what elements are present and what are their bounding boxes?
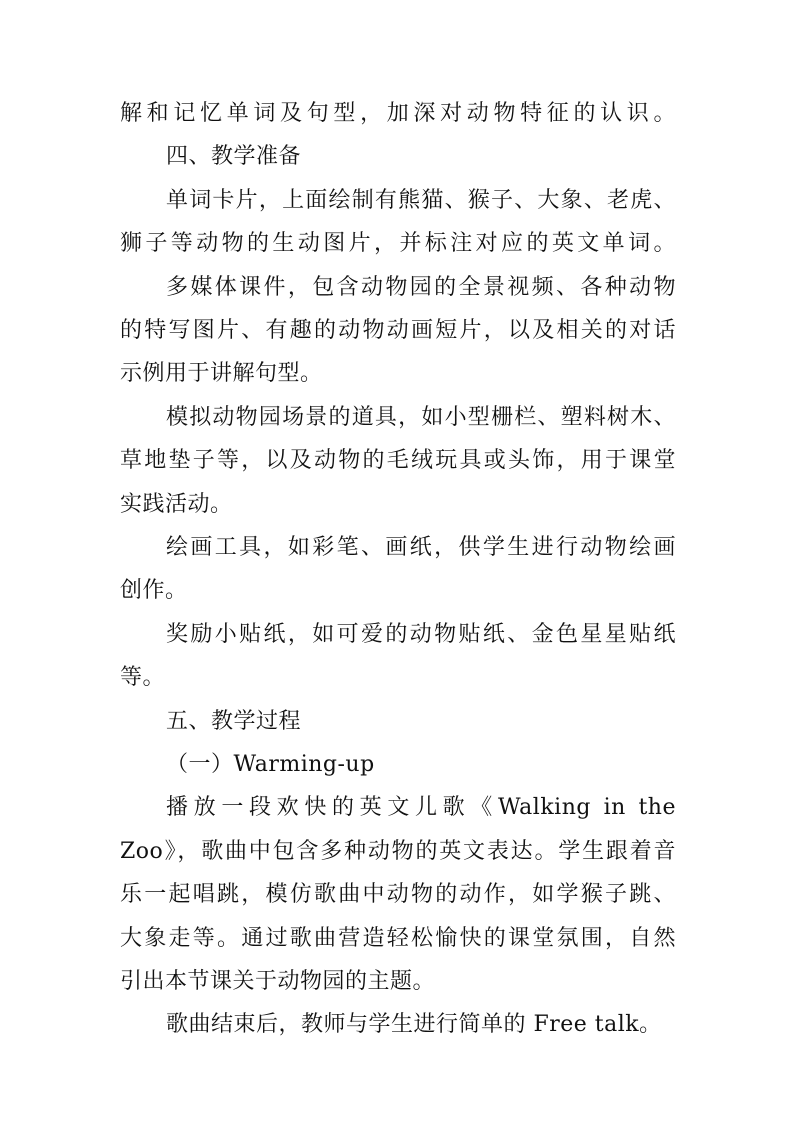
paragraph-line: 绘画工具，如彩笔、画纸，供学生进行动物绘画 bbox=[166, 535, 676, 560]
section-heading: 四、教学准备 bbox=[166, 144, 302, 169]
paragraph-line: 歌曲结束后，教师与学生进行简单的 Free talk。 bbox=[166, 1012, 662, 1037]
paragraph-line: 狮子等动物的生动图片，并标注对应的英文单词。 bbox=[120, 231, 676, 256]
paragraph-line: Zoo》，歌曲中包含多种动物的英文表达。学生跟着音 bbox=[120, 839, 676, 864]
paragraph-line: 奖励小贴纸，如可爱的动物贴纸、金色星星贴纸 bbox=[166, 622, 676, 647]
paragraph-line: 的特写图片、有趣的动物动画短片，以及相关的对话 bbox=[120, 318, 676, 343]
paragraph-line: 实践活动。 bbox=[120, 492, 233, 517]
paragraph-line: 草地垫子等，以及动物的毛绒玩具或头饰，用于课堂 bbox=[120, 448, 676, 473]
section-heading: 五、教学过程 bbox=[166, 709, 302, 734]
paragraph-line: 乐一起唱跳，模仿歌曲中动物的动作，如学猴子跳、 bbox=[120, 882, 676, 907]
paragraph-line: 示例用于讲解句型。 bbox=[120, 361, 323, 386]
paragraph-line: 多媒体课件，包含动物园的全景视频、各种动物 bbox=[166, 275, 676, 300]
paragraph-line: 播放一段欢快的英文儿歌《Walking in the bbox=[166, 795, 676, 820]
paragraph-line: 创作。 bbox=[120, 578, 188, 603]
paragraph-line: 引出本节课关于动物园的主题。 bbox=[120, 969, 436, 994]
paragraph-line: 模拟动物园场景的道具，如小型栅栏、塑料树木、 bbox=[166, 405, 676, 430]
subsection-heading: （一）Warming-up bbox=[166, 752, 375, 777]
paragraph-line: 单词卡片，上面绘制有熊猫、猴子、大象、老虎、 bbox=[166, 188, 676, 213]
paragraph-line: 等。 bbox=[120, 665, 166, 690]
paragraph-line: 解和记忆单词及句型，加深对动物特征的认识。 bbox=[120, 101, 676, 126]
paragraph-line: 大象走等。通过歌曲营造轻松愉快的课堂氛围，自然 bbox=[120, 926, 676, 951]
